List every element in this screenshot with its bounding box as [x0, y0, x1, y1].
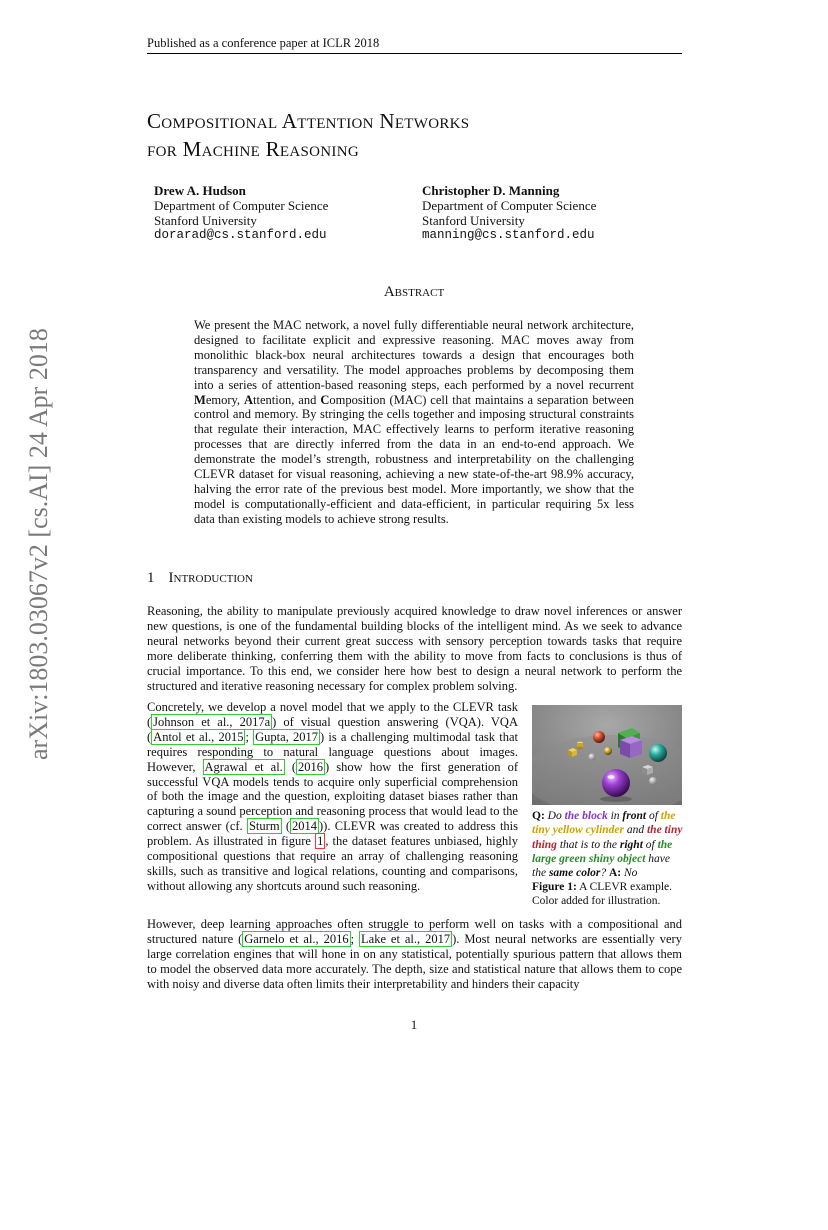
intro-paragraph-1: Reasoning, the ability to manipulate previously acquired knowledge to draw novel inferences or answer new questions, is one of the fundamental building blocks of the intelligent mind. As we seek to advance neural networks beyond their current great success with sensory perception towards tasks that require more deliberate thinking, conferring them with the ability to move from facts to conclusions is thus of crucial importance. To this end, we consider here how best to design a neural network to perform the structured and iterative reasoning necessary for complex problem solving.	[147, 604, 682, 693]
author-dept: Department of Computer Science	[422, 198, 597, 213]
citation-link[interactable]: 2016	[298, 759, 324, 774]
author-name: Drew A. Hudson	[154, 183, 246, 198]
author-univ: Stanford University	[154, 213, 257, 228]
paper-title	[147, 107, 469, 163]
citation-link[interactable]: Agrawal et al.	[204, 759, 283, 774]
citation-link[interactable]: 2014	[292, 819, 318, 834]
author-dept: Department of Computer Science	[154, 198, 329, 213]
arxiv-stamp: arXiv:1803.03067v2 [cs.AI] 24 Apr 2018	[24, 328, 53, 760]
title-line-1: Compositional Attention Networks	[147, 109, 470, 133]
intro-paragraph-3: However, deep learning approaches often struggle to perform well on tasks with a compositional and structured nature ( Garnelo et al., 2016 ; Lake et al., 2017 ). Most neural networks are essentially very large correlation engines that will hone in on any statistical, potentially spurious pattern that allows them to model the observed data more accurately. The depth, size and statistical nature that allows them to cope with noisy and diverse data often limits their interpretability and hinders their capacity	[147, 917, 682, 991]
figure-caption: Figure 1: A CLEVR example. Color added for illustration.	[532, 881, 673, 907]
citation-link[interactable]: Antol et al., 2015	[153, 729, 244, 744]
abstract-heading: Abstract	[383, 284, 445, 300]
citation-link[interactable]: Lake et al., 2017	[361, 931, 451, 946]
author-2	[422, 183, 596, 243]
clevr-scene-image	[532, 705, 682, 805]
author-univ: Stanford University	[422, 213, 525, 228]
abstract-text: We present the MAC network, a novel fully differentiable neural network architecture, designed to facilitate explicit and expressive reasoning. MAC moves away from monolithic black-box neural architectures towards a design that encourages both transparency and versatility. The model approaches problems by decomposing them into a series of attention-based reasoning steps, each performed by a novel recurrent Memory, Attention, and Composition (MAC) cell that maintains a separation between control and memory. By stringing the cells together and imposing structural constraints that regulate their interaction, MAC effectively learns to perform iterative reasoning processes that are directly inferred from the data in an end-to-end approach. We demonstrate the model’s strength, robustness and interpretability on the challenging CLEVR dataset for visual reasoning, achieving a new state-of-the-art 98.9% accuracy, halving the error rate of the previous best model. More importantly, we show that the model is computationally-efficient and data-efficient, in particular requiring 5x less data than existing models to achieve strong results.	[194, 318, 634, 526]
citation-link[interactable]: Johnson et al., 2017a	[153, 714, 271, 729]
title-line-2: for Machine Reasoning	[147, 137, 359, 161]
author-email[interactable]: dorarad@cs.stanford.edu	[154, 228, 327, 242]
clevr-scene-graphic	[532, 705, 682, 805]
author-name: Christopher D. Manning	[422, 183, 560, 198]
running-header: Published as a conference paper at ICLR 2018	[147, 36, 380, 50]
citation-link[interactable]: Sturm	[248, 819, 280, 834]
header-rule	[147, 53, 682, 54]
page-number: 1	[410, 1017, 418, 1032]
figure-reference-link[interactable]: 1	[317, 834, 324, 849]
author-1	[154, 183, 328, 243]
citation-link[interactable]: Gupta, 2017	[255, 729, 318, 744]
citation-link[interactable]: Garnelo et al., 2016	[244, 931, 349, 946]
author-email[interactable]: manning@cs.stanford.edu	[422, 228, 595, 242]
section-heading-introduction: 1 Introduction	[147, 570, 253, 586]
intro-paragraph-2: Concretely, we develop a novel model that we apply to the CLEVR task ( Johnson et al., 2017a ) of visual question answering (VQA). VQA ( Antol et al., 2015 ; Gupta, 2017 ) is a challenging multimodal task that requires responding to natural language questions about images. However, Agrawal et al. ( 2016 ) show how the first generation of successful VQA models tends to acquire only superficial comprehension of both the image and the question, exploiting dataset biases rather than capturing a sound perception and reasoning process that would lead to the correct answer (cf. Sturm ( 2014 )). CLEVR was created to address this problem. As illustrated in figure 1 , the dataset features unbiased, highly compositional questions that require an array of challenging reasoning skills, such as transitive and logical relations, counting and comparisons, without allowing any shortcuts around such reasoning.	[147, 700, 519, 893]
figure-question: Q: Do the block in front of the tiny yellow cylinder and the tiny thing that is to the right of the large green shiny object have the same color? A: No	[532, 810, 683, 880]
